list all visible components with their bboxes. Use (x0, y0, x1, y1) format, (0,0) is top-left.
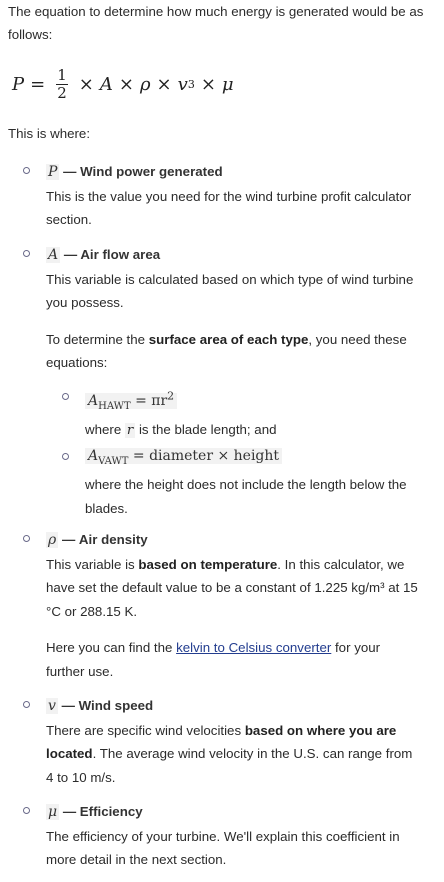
bullet-icon (23, 807, 30, 814)
sub-item-description (85, 418, 415, 443)
bullet-icon (62, 453, 69, 460)
item-symbol: A (48, 247, 59, 263)
item-description: The efficiency of your turbine. We'll explain this coefficient in more detail in the next section. (46, 828, 400, 867)
where-label: This is where: (8, 126, 91, 141)
item-title: — Air density (61, 532, 148, 547)
item-symbol: v (48, 698, 56, 714)
list-item-content (46, 160, 418, 232)
list-item-content (46, 694, 418, 789)
formula-times: × (118, 73, 134, 95)
item-symbol: ρ (48, 532, 57, 548)
item-heading (46, 800, 418, 825)
sub-item-equation (85, 384, 415, 418)
item-title: — Air flow area (63, 247, 161, 262)
intro-paragraph: The equation to determine how much energy is generated would be as follows: (8, 4, 424, 42)
list-item-content (46, 243, 418, 375)
formula-velocity: v (177, 73, 188, 95)
equation-rhs: = diameter × height (132, 448, 280, 464)
item-title: — Wind speed (61, 698, 154, 713)
desc-text: This variable is (46, 556, 139, 572)
item-heading (46, 160, 418, 185)
formula-equals: = (30, 73, 46, 95)
power-formula (12, 60, 234, 108)
fraction-denominator: 2 (57, 83, 67, 102)
desc-text: where (85, 421, 125, 437)
desc-text: . The average wind velocity in the U.S. can range from 4 to 10 m/s. (46, 746, 413, 785)
extra-text: , you need these equations: (46, 331, 407, 370)
equation-subscript: VAWT (98, 455, 129, 467)
desc-bold-text: based on temperature (138, 556, 278, 572)
bullet-icon (23, 250, 30, 257)
extra-text: Here you can find the (46, 640, 177, 655)
item-heading (46, 243, 418, 268)
vawt-equation (85, 448, 282, 467)
desc-variable: r (126, 422, 134, 438)
item-symbol: μ (48, 804, 58, 820)
equation-rhs: = πr (135, 392, 168, 409)
item-description: This is the value you need for the wind turbine profit calculator section. (46, 188, 412, 227)
item-heading (46, 694, 418, 719)
item-description (46, 553, 418, 624)
formula-efficiency: μ (221, 73, 234, 95)
formula-density: ρ (139, 73, 151, 95)
list-item-content (46, 800, 418, 872)
item-extra-paragraph (46, 328, 418, 375)
item-symbol: P (48, 164, 58, 180)
kelvin-to-celsius-link[interactable]: kelvin to Celsius converter (176, 640, 332, 655)
formula-exponent: 3 (187, 77, 195, 91)
sub-item-equation (85, 444, 415, 473)
formula-times: × (200, 73, 216, 95)
equation-lhs: A (88, 448, 99, 464)
equation-subscript: HAWT (98, 400, 131, 412)
item-description: This variable is calculated based on which type of wind turbine you possess. (46, 271, 414, 310)
fraction-numerator: 1 (57, 65, 67, 84)
hawt-equation (85, 389, 177, 412)
list-item-content (46, 528, 418, 683)
desc-text: is the blade length; and (135, 421, 277, 437)
formula-times: × (78, 73, 94, 95)
formula-lhs: P (12, 73, 25, 95)
formula-fraction (55, 67, 69, 102)
extra-text: To determine the (46, 331, 149, 347)
bullet-icon (62, 393, 69, 400)
desc-bold-text: based on where you are located (46, 722, 397, 761)
sub-item-description: where the height does not include the length below the blades. (85, 477, 407, 516)
sub-item-content (85, 444, 415, 520)
equation-lhs: A (88, 392, 99, 409)
bullet-icon (23, 167, 30, 174)
equation-exponent: 2 (167, 389, 175, 402)
desc-text: . In this calculator, we have set the default value to be a constant of 1.225 kg/m³ at 15 °C or 288.15 K. (46, 556, 418, 619)
item-extra-paragraph (46, 636, 418, 683)
item-title: — Efficiency (62, 804, 143, 819)
item-title: — Wind power generated (63, 164, 223, 179)
extra-text: for your further use. (46, 640, 381, 679)
formula-times: × (156, 73, 172, 95)
item-description (46, 719, 418, 790)
bullet-icon (23, 701, 30, 708)
extra-bold-text: surface area of each type (148, 331, 309, 347)
formula-area: A (99, 73, 113, 95)
item-heading (46, 528, 418, 553)
sub-item-content (85, 384, 415, 442)
desc-text: There are specific wind velocities (46, 722, 245, 738)
bullet-icon (23, 535, 30, 542)
